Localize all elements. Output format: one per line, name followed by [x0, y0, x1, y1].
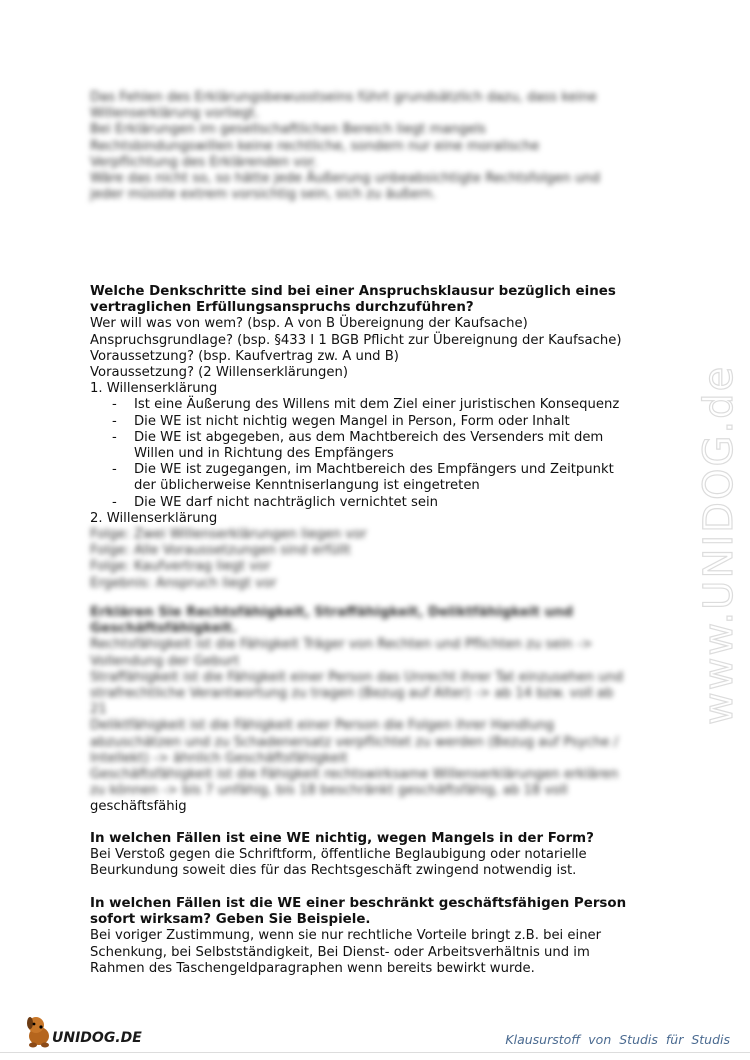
question-heading: Erklären Sie Rechtsfähigkeit, Straffähigkeit, Deliktfähigkeit und — [90, 605, 574, 620]
text-line: Folge: Kaufvertrag liegt vor — [90, 559, 271, 575]
text-line: Verpflichtung des Erklärenden vor. — [90, 154, 318, 170]
text-line: Folge: Alle Voraussetzungen sind erfüllt — [90, 543, 351, 559]
question-heading: In welchen Fällen ist die WE einer beschränkt geschäftsfähigen Person — [90, 896, 627, 911]
text-line: Bei Verstoß gegen die Schriftform, öffentliche Beglaubigung oder notarielle — [90, 847, 587, 863]
watermark-text: www.UNIDOG.de — [696, 364, 742, 725]
blurred-intro — [90, 90, 665, 203]
text-line: Beurkundung soweit dies für das Rechtsgeschäft zwingend notwendig ist. — [90, 863, 577, 879]
text-line: Rahmen des Taschengeldparagraphen wenn bereits bewirkt wurde. — [90, 960, 535, 976]
list-item: - Ist eine Äußerung des Willens mit dem Ziel einer juristischen Konsequenz — [112, 397, 665, 413]
text-line: Wer will was von wem? (bsp. A von B Übereignung der Kaufsache) — [90, 316, 528, 332]
text-line: Schenkung, bei Selbstständigkeit, Bei Dienst- oder Arbeitsverhältnis und im — [90, 944, 590, 960]
footer-divider — [0, 1052, 750, 1053]
footer-tagline: Klausurstoff von Studis für Studis — [505, 1032, 730, 1047]
text-line: Das Fehlen des Erklärungsbewusstseins führt grundsätzlich dazu, dass keine — [90, 90, 597, 105]
section-beschraenkt-geschaeftsfaehig — [90, 896, 665, 977]
question-heading: In welchen Fällen ist eine WE nichtig, wegen Mangels in der Form? — [90, 831, 594, 846]
list-item: - Die WE ist abgegeben, aus dem Machtbereich des Versenders mit dem Willen und in Richtung des Empfängers — [112, 430, 665, 462]
question-heading: vertraglichen Erfüllungsanspruchs durchzuführen? — [90, 300, 474, 316]
question-heading: Welche Denkschritte sind bei einer Anspruchsklausur bezüglich eines — [90, 284, 616, 299]
text-line: Ergebnis: Anspruch liegt vor — [90, 575, 277, 591]
text-line: Rechtsbindungswillen keine rechtliche, sondern nur eine moralische — [90, 138, 540, 154]
text-line: 21 — [90, 702, 107, 718]
text-line: geschäftsfähig — [90, 799, 187, 815]
text-line: Straffähigkeit ist die Fähigkeit einer Person das Unrecht ihrer Tat einzusehen und — [90, 669, 624, 685]
unidog-logo — [22, 1012, 152, 1052]
text-line: Geschäftsfähigkeit ist die Fähigkeit rechtswirksame Willenserklärungen erklären — [90, 767, 619, 783]
text-line: zu können -> bis 7 unfähig, bis 18 beschränkt geschäftsfähig, ab 18 voll — [90, 783, 568, 799]
text-line: Rechtsfähigkeit ist die Fähigkeit Träger von Rechten und Pflichten zu sein -> — [90, 637, 593, 653]
section-formmangel — [90, 831, 665, 880]
watermark — [694, 260, 744, 730]
text-line: Voraussetzung? (bsp. Kaufvertrag zw. A und B) — [90, 348, 399, 364]
text-line: 2. Willenserklärung — [90, 510, 218, 526]
list-item: - Die WE ist nicht nichtig wegen Mangel in Person, Form oder Inhalt — [112, 414, 665, 430]
list-item: - Die WE ist zugegangen, im Machtbereich des Empfängers und Zeitpunkt der üblicherweise Kenntniserlangung ist eingetreten — [112, 462, 665, 494]
bullet-list — [90, 397, 665, 510]
text-line: Bei voriger Zustimmung, wenn sie nur rechtliche Vorteile bringt z.B. bei einer — [90, 928, 602, 944]
text-line: Anspruchsgrundlage? (bsp. §433 I 1 BGB Pflicht zur Übereignung der Kaufsache) — [90, 332, 622, 348]
text-line: Wäre das nicht so, so hätte jede Äußerung unbeabsichtigte Rechtsfolgen und — [90, 171, 601, 187]
text-line: Voraussetzung? (2 Willenserklärungen) — [90, 365, 349, 381]
question-heading: Geschäftsfähigkeit. — [90, 621, 238, 637]
dog-icon — [27, 1017, 49, 1048]
text-line: jeder müsste extrem vorsichtig sein, sich zu äußern. — [90, 187, 437, 203]
text-line: Folge: Zwei Willenserklärungen liegen vor — [90, 527, 367, 543]
text-line: Intellekt) -> ähnlich Geschäftsfähigkeit — [90, 750, 348, 766]
list-item: - Die WE darf nicht nachträglich vernichtet sein — [112, 495, 665, 511]
text-line: 1. Willenserklärung — [90, 381, 218, 397]
text-line: Willenserklärung vorliegt. — [90, 106, 260, 122]
section-anspruchsklausur — [90, 284, 665, 592]
text-line: Vollendung der Geburt — [90, 653, 240, 669]
text-line: abzuschätzen und zu Schadenersatz verpflichtet zu werden (Bezug auf Psyche / — [90, 734, 619, 750]
text-line: Deliktfähigkeit ist die Fähigkeit einer Person die Folgen ihrer Handlung — [90, 718, 555, 734]
text-line: Bei Erklärungen im gesellschaftlichen Bereich liegt mangels — [90, 122, 486, 138]
section-faehigkeiten — [90, 605, 665, 816]
logo-text: UNIDOG.DE — [52, 1030, 142, 1046]
question-heading: sofort wirksam? Geben Sie Beispiele. — [90, 912, 371, 928]
text-line: strafrechtliche Verantwortung zu tragen (Bezug auf Alter) -> ab 14 bzw. voll ab — [90, 686, 614, 702]
